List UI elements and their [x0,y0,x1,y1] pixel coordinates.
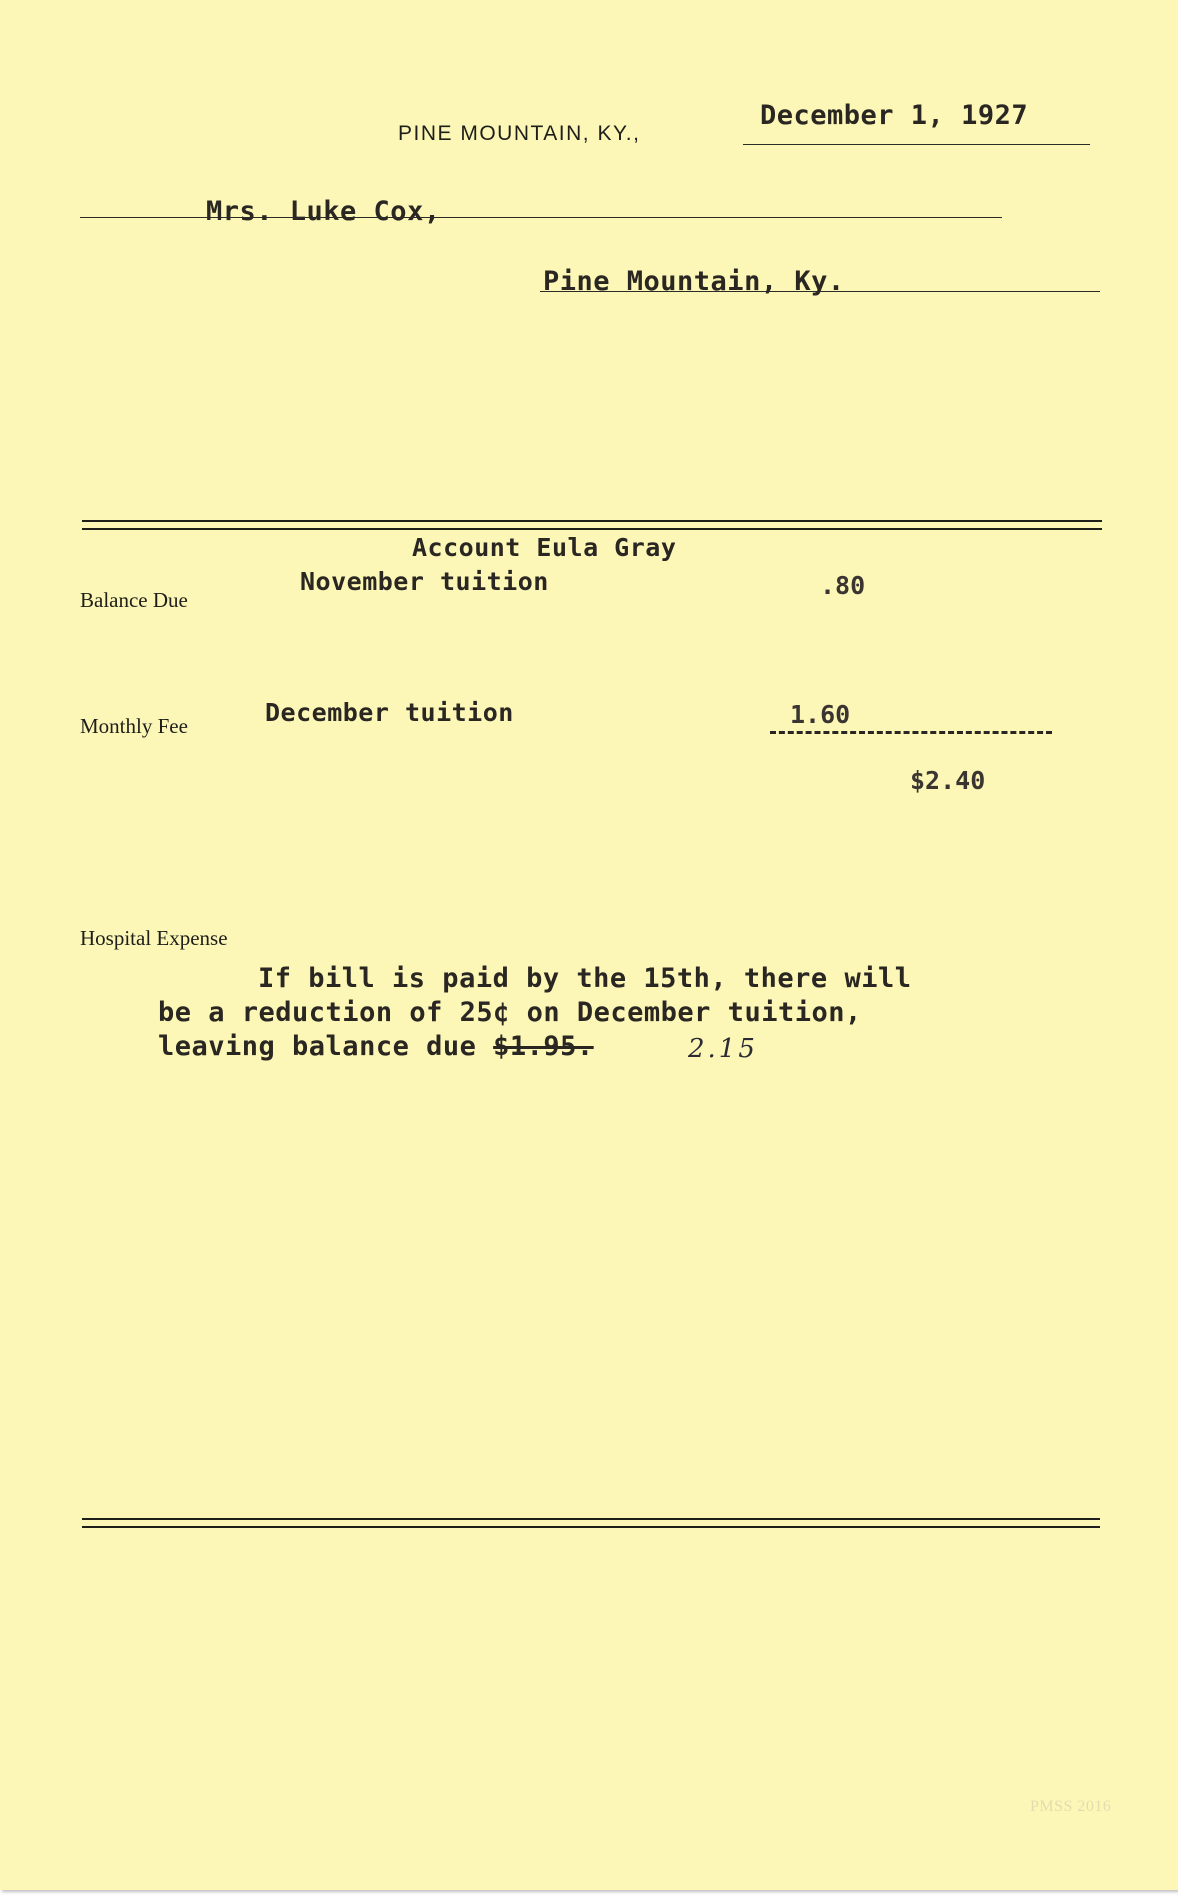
name-line [80,217,1002,218]
city-line [540,291,1100,292]
total-amount: $2.40 [910,766,986,795]
note-line-1: If bill is paid by the 15th, there will [258,963,912,994]
struck-balance-amount: $1.95. [493,1031,594,1062]
subtotal-line [770,731,1052,734]
monthly-fee-label: Monthly Fee [80,714,188,738]
scan-margin [1178,0,1200,1902]
top-double-rule-2 [82,528,1102,530]
place-heading: PINE MOUNTAIN, KY., [398,122,641,145]
monthly-fee-description: December tuition [265,698,514,727]
addressee-city: Pine Mountain, Ky. [543,266,845,297]
account-title: Account Eula Gray [412,533,677,562]
note-line-3 [158,1031,594,1062]
balance-due-amount: .80 [820,571,866,600]
monthly-fee-amount: 1.60 [790,700,851,729]
bottom-double-rule-1 [82,1518,1100,1520]
top-double-rule-1 [82,520,1102,522]
balance-due-description: November tuition [300,567,549,596]
date-line [743,144,1090,145]
archive-watermark: PMSS 2016 [1030,1798,1112,1815]
addressee-name: Mrs. Luke Cox, [206,196,441,227]
handwritten-balance-amount: 2.15 [688,1034,758,1064]
note-line-2: be a reduction of 25¢ on December tuition, [158,997,862,1028]
invoice-date: December 1, 1927 [760,100,1029,131]
balance-due-label: Balance Due [80,588,188,612]
bottom-double-rule-2 [82,1526,1100,1528]
hospital-expense-label: Hospital Expense [80,926,228,950]
note-line-3-text: leaving balance due [158,1031,477,1062]
